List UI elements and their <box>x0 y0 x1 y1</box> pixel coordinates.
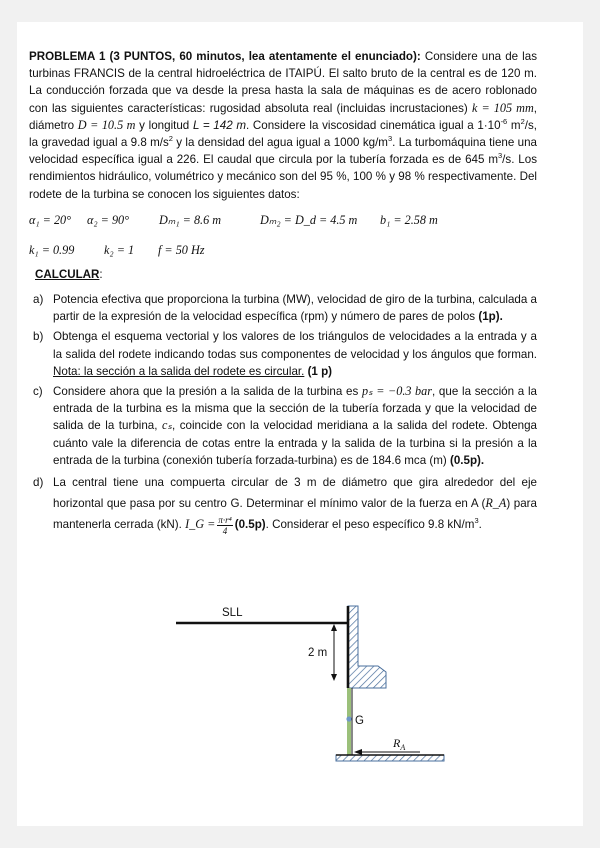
inertia-fraction: $\frac{\text{π·r⁴}}{4}$ <box>218 514 232 536</box>
problem-heading: PROBLEMA 1 (3 PUNTOS, 60 minutos, lea atentamente el enunciado): <box>29 50 421 63</box>
depth-label: 2 m <box>308 647 328 659</box>
gate-pivot-g <box>346 716 351 721</box>
outlet-pressure-eq: pₛ = −0.3 bar <box>362 384 432 399</box>
k2-value: k₂ = 1 <box>104 242 135 257</box>
question-c: c) Considere ahora que la presión a la salida de la turbina es pₛ = −0.3 bar, que la sección a la entrada de la turbina es la misma que la sección de la tubería forzada y que la velocidad de salida de la turbina, cₛ, coincide con la velocidad meridiana a la salida del rodete. Obtenga cuánto vale la diferencia de cotas entre la entrada y la salida de la turbina si la presión a la entrada de la turbina (conexión tubería forzada-turbina) es de 184.6 mca (m) (0.5p). <box>33 384 538 467</box>
inertia-eq: I_G = <box>185 517 216 532</box>
diameter-eq: D = 10.5 m <box>77 117 136 132</box>
question-d: d) La central tiene una compuerta circular de 3 m de diámetro que gira alrededor del eje horizontal que pasa por su centro G. Determinar el mínimo valor de la fuerza en A (R_A) para mantenerla cerrada (kN). I_G = $\frac{\text{π·r⁴}}{4}$ (0.5p). Considerar el peso específico 9.8 $kN/m^3$. <box>33 476 537 536</box>
k1-value: k₁ = 0.99 <box>29 242 75 257</box>
question-a: a) Potencia efectiva que proporciona la turbina (MW), velocidad de giro de la turbina, calculada a partir de la expresión de la velocidad específica (rpm) y número de pares de polos (1p). <box>33 293 537 324</box>
dm2-value: Dₘ₂ = D_d = 4.5 m <box>260 212 358 227</box>
problem-statement: PROBLEMA 1 (3 PUNTOS, 60 minutos, lea atentamente el enunciado): Considere una de las turbinas FRANCIS de la central hidroeléctrica de ITAIPÚ. El salto bruto de la central es de 120 m. La conducción forzada que va desde la presa hasta la sala de máquinas es de acero roblonado con las siguientes características: rugosidad absoluta real (incluidas incrustaciones) k = 105 mm, diámetro D = 10.5 m y longitud L = 142 m. Considere la viscosidad cinemática igual a $1\cdot 10^{-6}$ $m^2/s$, la gravedad igual a 9.8 $m/s^2$ y la densidad del agua igual a 1000 $kg/m^3$. La turbomáquina tiene una velocidad específica igual a 226. El caudal que circula por la tubería forzada es de 645 $m^3/s$. Los rendimientos hidráulico, volumétrico y mecánico son del 95 %, 100 % y 98 % respectivamente. Del rodete de la turbina se conocen los siguientes datos: <box>29 50 537 201</box>
b1-value: b₁ = 2.58 m <box>380 212 438 227</box>
roughness-eq: k = 105 mm <box>472 100 534 115</box>
depth-arrow-top <box>331 624 337 631</box>
alpha1-value: α₁ = 20° <box>29 212 72 227</box>
question-b: b) Obtenga el esquema vectorial y los valores de los triángulos de velocidades a la entrada y a la salida del rodete indicando todas sus componentes de velocidad y los ángulos que forman. Nota: la sección a la salida del rodete es circular. (1 p) <box>33 330 537 378</box>
depth-arrow-bottom <box>331 674 337 681</box>
force-ra-label: $R_A$ <box>393 736 406 752</box>
alpha2-value: α₂ = 90° <box>87 212 130 227</box>
sll-label: SLL <box>222 607 243 619</box>
circular-gate <box>347 688 351 756</box>
force-ra-arrowhead <box>354 749 362 755</box>
frequency-value: f = 50 Hz <box>158 242 205 257</box>
calcular-heading: CALCULAR: <box>35 267 103 281</box>
floor-slab <box>336 755 444 761</box>
dam-wall <box>348 606 386 688</box>
length-eq: L = 142 m <box>192 118 246 132</box>
dm1-value: Dₘ₁ = 8.6 m <box>159 212 222 227</box>
pivot-label: G <box>355 715 364 727</box>
circular-section-note: Nota: la sección a la salida del rodete es circular. <box>53 364 305 378</box>
